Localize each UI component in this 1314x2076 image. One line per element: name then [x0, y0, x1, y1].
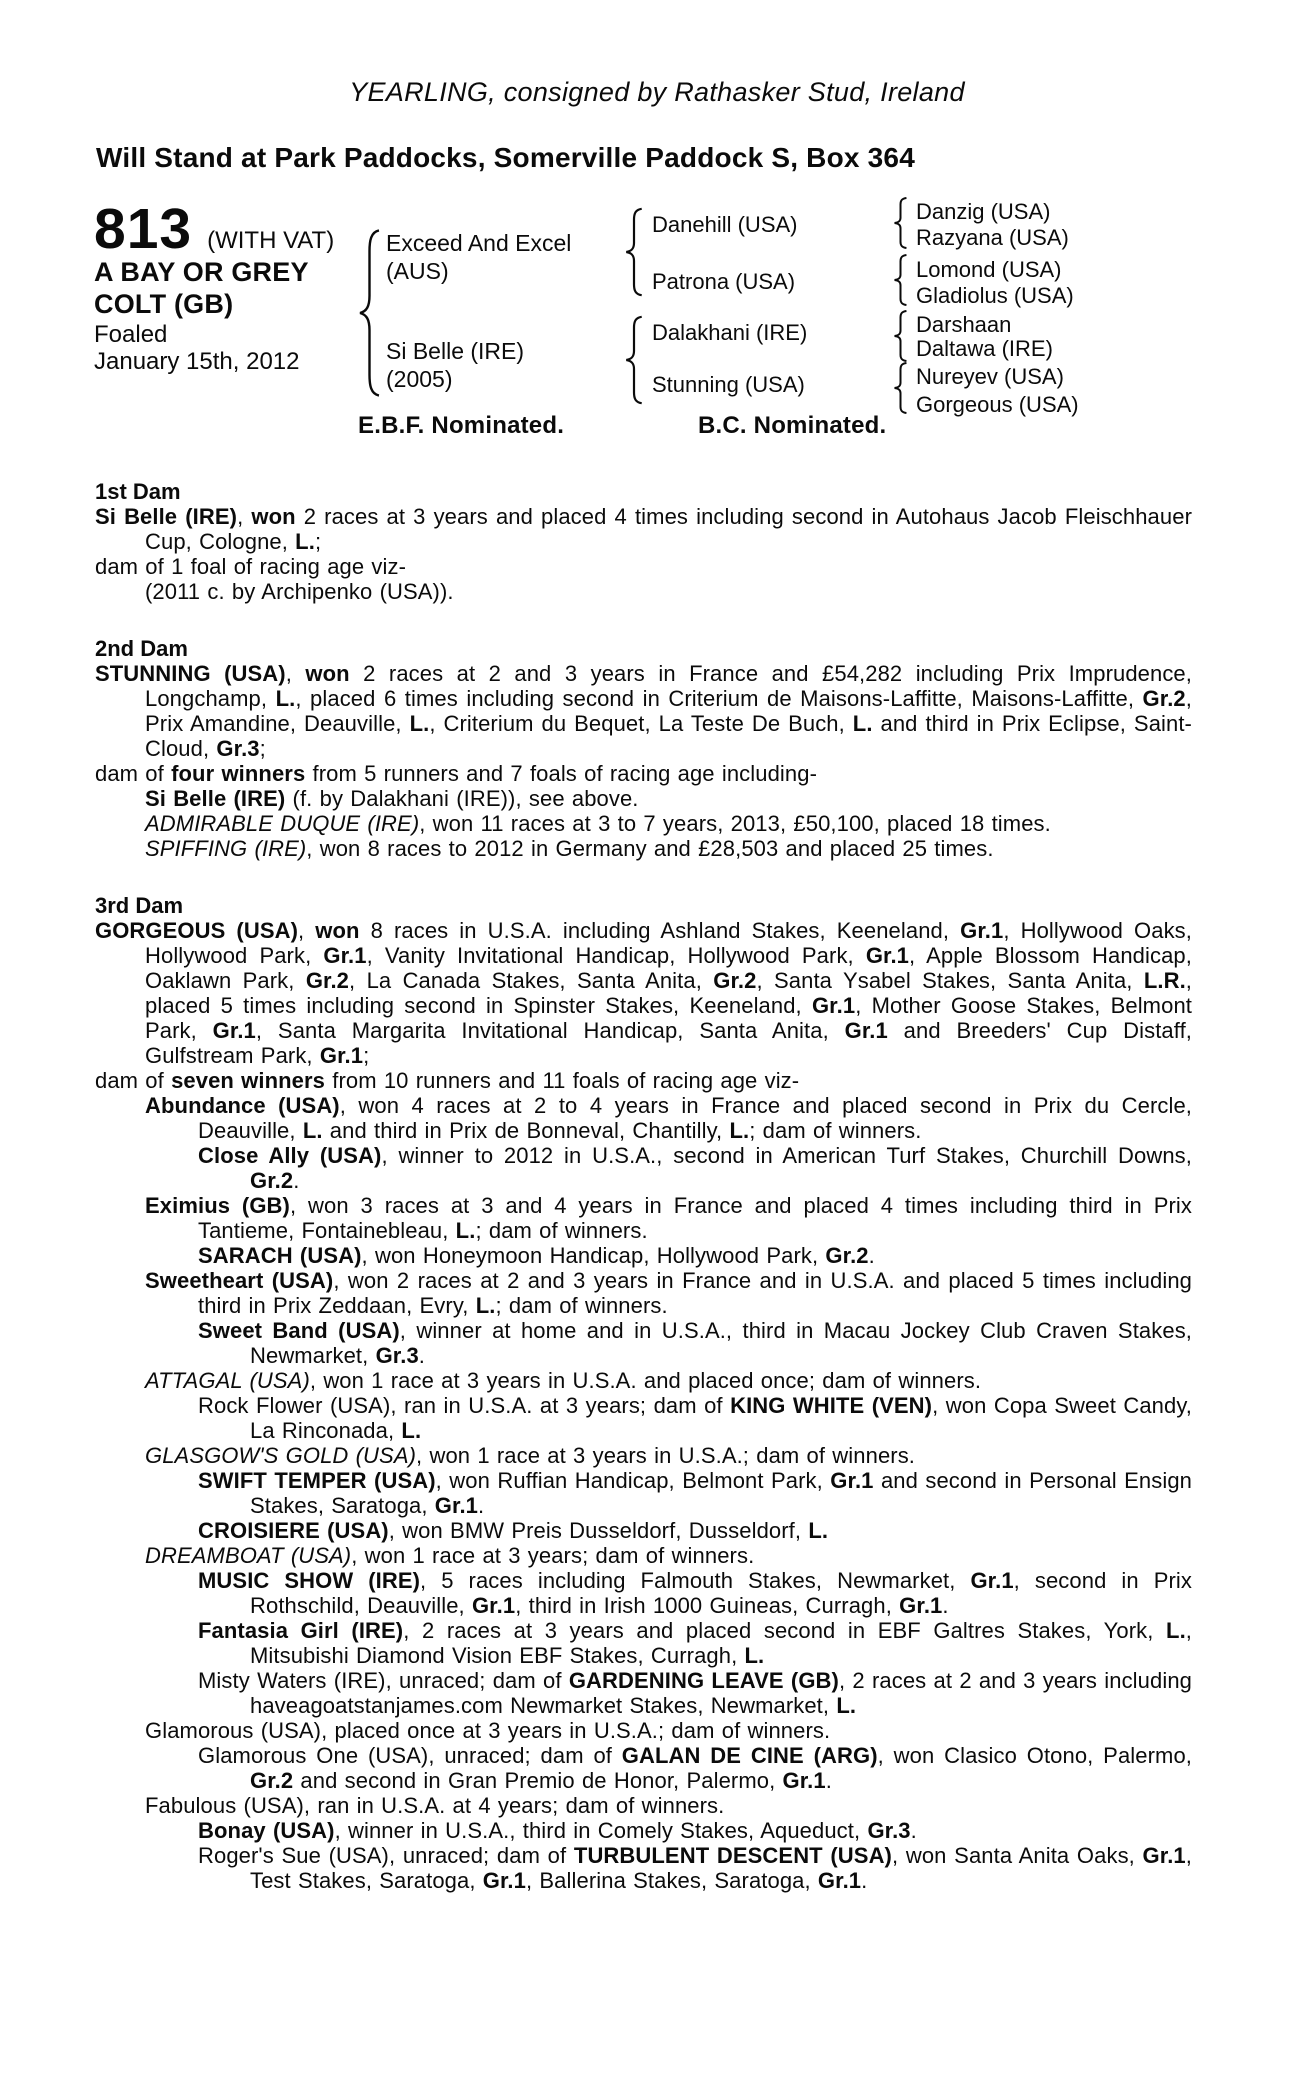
text-segment: . — [942, 1593, 949, 1618]
section-heading: 3rd Dam — [95, 893, 184, 918]
dam-name: Si Belle (IRE) — [386, 338, 525, 364]
text-segment: Gr.3 — [375, 1343, 419, 1368]
text-segment: Gr.2 — [305, 968, 350, 993]
dam-origin: (2005) — [386, 366, 453, 392]
text-segment: ; dam of winners. — [495, 1293, 668, 1318]
grandsire-paternal: Danehill (USA) — [652, 212, 798, 237]
pedigree-paragraph — [95, 504, 1192, 554]
foaled-label: Foaled — [94, 321, 168, 348]
text-segment: L. — [808, 1518, 829, 1543]
great-grandparent-name: Danzig (USA) — [916, 199, 1051, 224]
text-segment: Gr.1 — [323, 943, 367, 968]
text-segment: Fantasia Girl (IRE) — [198, 1618, 404, 1643]
great-grandparent-name: Darshaan — [916, 312, 1012, 337]
text-segment: Gr.1 — [830, 1468, 874, 1493]
dam-sections — [95, 479, 1192, 1893]
text-segment: . — [418, 1343, 426, 1368]
text-segment: , won 1 race at 3 years; dam of winners. — [351, 1543, 755, 1568]
text-segment: Gr.1 — [970, 1568, 1014, 1593]
text-segment: Fabulous (USA), ran in U.S.A. at 4 years; dam of winners. — [145, 1793, 725, 1818]
text-segment: , 2 races at 3 years and placed second in EBF Galtres Stakes, York, — [403, 1618, 1167, 1643]
pedigree-paragraph — [95, 786, 1192, 811]
text-segment: ; — [314, 529, 322, 554]
ebf-nomination: E.B.F. Nominated. — [358, 412, 565, 439]
consignment-title: YEARLING, consigned by Rathasker Stud, Ireland — [349, 77, 965, 107]
text-segment: L. — [401, 1418, 422, 1443]
text-segment: seven winners — [171, 1068, 326, 1093]
dam-section — [95, 893, 1192, 1893]
text-segment: DREAMBOAT (USA) — [145, 1543, 352, 1568]
text-segment: GARDENING LEAVE (GB) — [568, 1668, 839, 1693]
text-segment: from 10 runners and 11 foals of racing age viz- — [325, 1068, 800, 1093]
text-segment: L. — [455, 1218, 476, 1243]
pedigree-paragraph — [95, 1518, 1192, 1543]
text-segment: , won 3 races at 3 and 4 years in France and placed 4 times including third in Prix Tantieme, Fontainebleau, — [198, 1193, 1192, 1243]
text-segment: and second in Gran Premio de Honor, Palermo, — [293, 1768, 783, 1793]
pedigree-paragraph — [95, 761, 1192, 786]
text-segment: Gr.1 — [212, 1018, 256, 1043]
text-segment: 2 races at 3 years and placed 4 times including second in Autohaus Jacob Fleischhauer Cup, Cologne, — [145, 504, 1192, 554]
text-segment: GORGEOUS (USA) — [95, 918, 299, 943]
sire-block — [386, 229, 571, 285]
text-segment: L. — [852, 711, 873, 736]
text-segment: Gr.1 — [1142, 1843, 1186, 1868]
text-segment: won — [305, 661, 350, 686]
text-segment: ATTAGAL (USA) — [145, 1368, 310, 1393]
text-segment: TURBULENT DESCENT (USA) — [573, 1843, 892, 1868]
pedigree-brace-icon — [623, 315, 645, 405]
text-segment: L. — [729, 1118, 750, 1143]
pedigree-paragraph — [95, 554, 1192, 579]
pedigree-paragraph — [95, 1843, 1192, 1893]
text-segment: , won 1 race at 3 years in U.S.A.; dam of winners. — [416, 1443, 916, 1468]
text-segment: KING WHITE (VEN) — [730, 1393, 933, 1418]
pedigree-brace-icon — [623, 207, 645, 297]
pedigree-paragraph — [95, 1568, 1192, 1618]
text-segment: , won 2 races at 2 and 3 years in France and in U.S.A. and placed 5 times including third in Prix Zeddaan, Evry, — [198, 1268, 1192, 1318]
text-segment: , — [298, 918, 316, 943]
dam-section — [95, 479, 1192, 604]
text-segment: dam of — [95, 761, 172, 786]
text-segment: Eximius (GB) — [145, 1193, 290, 1218]
text-segment: ; dam of winners. — [475, 1218, 648, 1243]
great-grandparent-name: Daltawa (IRE) — [916, 336, 1053, 361]
pedigree-paragraph — [95, 1268, 1192, 1318]
pedigree-paragraph — [95, 1093, 1192, 1143]
text-segment: , won 1 race at 3 years in U.S.A. and placed once; dam of winners. — [309, 1368, 982, 1393]
pedigree-paragraph — [95, 661, 1192, 761]
pedigree-brace-icon — [356, 227, 383, 399]
text-segment: , — [237, 504, 252, 529]
text-segment: , Test Stakes, Saratoga, — [250, 1843, 1192, 1893]
text-segment: , third in Irish 1000 Guineas, Curragh, — [515, 1593, 900, 1618]
great-grandparent-name: Nureyev (USA) — [916, 364, 1064, 389]
text-segment: , — [285, 661, 306, 686]
great-grandparent-name: Razyana (USA) — [916, 225, 1069, 250]
text-segment: won — [315, 918, 360, 943]
text-segment: . — [868, 1243, 875, 1268]
text-segment: Roger's Sue (USA), unraced; dam of — [198, 1843, 574, 1868]
text-segment: (f. by Dalakhani (IRE)), see above. — [285, 786, 639, 811]
text-segment: Si Belle (IRE) — [145, 786, 286, 811]
text-segment: , won 11 races at 3 to 7 years, 2013, £50,100, placed 18 times. — [419, 811, 1051, 836]
text-segment: Bonay (USA) — [198, 1818, 335, 1843]
text-segment: Abundance (USA) — [145, 1093, 340, 1118]
pedigree-paragraph — [95, 1068, 1192, 1093]
text-segment: , winner to 2012 in U.S.A., second in American Turf Stakes, Churchill Downs, — [381, 1143, 1192, 1168]
text-segment: STUNNING (USA) — [95, 661, 286, 686]
text-segment: CROISIERE (USA) — [198, 1518, 389, 1543]
text-segment: and second in Personal Ensign Stakes, Saratoga, — [250, 1468, 1192, 1518]
text-segment: , placed 6 times including second in Criterium de Maisons-Laffitte, Maisons-Laffitte, — [295, 686, 1143, 711]
text-segment: Gr.1 — [319, 1043, 364, 1068]
text-segment: , 5 races including Falmouth Stakes, Newmarket, — [420, 1568, 971, 1593]
granddam-paternal: Patrona (USA) — [652, 269, 796, 294]
text-segment: , won Honeymoon Handicap, Hollywood Park, — [361, 1243, 826, 1268]
text-segment: from 5 runners and 7 foals of racing age including- — [305, 761, 818, 786]
text-segment: 2 races at 2 and 3 years in France and £54,282 including Prix Imprudence, Longchamp, — [145, 661, 1192, 711]
pedigree-paragraph — [95, 1368, 1192, 1393]
pedigree-paragraph — [95, 1243, 1192, 1268]
text-segment: . — [910, 1818, 917, 1843]
text-segment: GALAN DE CINE (ARG) — [621, 1743, 878, 1768]
text-segment: , Mother Goose Stakes, Belmont Park, — [145, 993, 1192, 1043]
text-segment: ; — [363, 1043, 370, 1068]
pedigree-paragraph — [95, 1618, 1192, 1668]
text-segment: , Criterium du Bequet, La Teste De Buch, — [429, 711, 853, 736]
text-segment: and third in Prix de Bonneval, Chantilly, — [322, 1118, 730, 1143]
text-segment: ; — [259, 736, 266, 761]
text-segment: 8 races in U.S.A. including Ashland Stakes, Keeneland, — [359, 918, 961, 943]
text-segment: L. — [295, 529, 315, 554]
text-segment: , La Canada Stakes, Santa Anita, — [349, 968, 714, 993]
text-segment: (2011 c. by Archipenko (USA)). — [145, 579, 454, 604]
pedigree-paragraph — [95, 1818, 1192, 1843]
text-segment: L. — [409, 711, 430, 736]
granddam-maternal: Stunning (USA) — [652, 372, 805, 397]
text-segment: Gr.1 — [865, 943, 910, 968]
text-segment: , Prix Amandine, Deauville, — [145, 686, 1192, 736]
pedigree-paragraph — [95, 811, 1192, 836]
section-heading: 1st Dam — [95, 479, 181, 504]
text-segment: SPIFFING (IRE) — [145, 836, 307, 861]
text-segment: Gr.1 — [817, 1868, 862, 1893]
text-segment: Gr.2 — [1142, 686, 1186, 711]
section-heading: 2nd Dam — [95, 636, 188, 661]
pedigree-paragraph — [95, 1793, 1192, 1818]
pedigree-chart — [0, 197, 1314, 452]
text-segment: . — [861, 1868, 868, 1893]
pedigree-paragraph — [95, 1668, 1192, 1718]
text-segment: dam of 1 foal of racing age viz- — [95, 554, 407, 579]
text-segment: L. — [275, 686, 296, 711]
text-segment: GLASGOW'S GOLD (USA) — [145, 1443, 417, 1468]
pedigree-paragraph — [95, 1718, 1192, 1743]
text-segment: ADMIRABLE DUQUE (IRE) — [145, 811, 420, 836]
text-segment: Gr.2 — [250, 1168, 294, 1193]
pedigree-brace-icon — [892, 254, 909, 306]
text-segment: SARACH (USA) — [198, 1243, 362, 1268]
text-segment: L. — [302, 1118, 323, 1143]
colt-description-line1: A BAY OR GREY — [94, 257, 309, 287]
text-segment: , winner at home and in U.S.A., third in Macau Jockey Club Craven Stakes, Newmarket, — [250, 1318, 1193, 1368]
text-segment: , Apple Blossom Handicap, Oaklawn Park, — [145, 943, 1192, 993]
text-segment: , second in Prix Rothschild, Deauville, — [250, 1568, 1192, 1618]
catalog-page — [0, 76, 1314, 2076]
pedigree-paragraph — [95, 1443, 1192, 1468]
pedigree-paragraph — [95, 1468, 1192, 1518]
text-segment: , placed 5 times including second in Spinster Stakes, Keeneland, — [145, 968, 1193, 1018]
text-segment: , Hollywood Oaks, Hollywood Park, — [145, 918, 1192, 968]
pedigree-paragraph — [95, 836, 1192, 861]
text-segment: , won 4 races at 2 to 4 years in France and placed second in Prix du Cercle, Deauville, — [198, 1093, 1193, 1143]
text-segment: Gr.1 — [811, 993, 856, 1018]
text-segment: , won Copa Sweet Candy, La Rinconada, — [250, 1393, 1193, 1443]
text-segment: Gr.1 — [844, 1018, 888, 1043]
text-segment: Gr.2 — [250, 1768, 294, 1793]
text-segment: Gr.1 — [482, 1868, 526, 1893]
great-grandparent-name: Gorgeous (USA) — [916, 392, 1079, 417]
grandsire-maternal: Dalakhani (IRE) — [652, 320, 808, 345]
great-grandparent-name: Lomond (USA) — [916, 257, 1062, 282]
pedigree-paragraph — [95, 579, 1192, 604]
text-segment: Gr.2 — [825, 1243, 869, 1268]
text-segment: Gr.1 — [960, 918, 1004, 943]
text-segment: Rock Flower (USA), ran in U.S.A. at 3 years; dam of — [198, 1393, 731, 1418]
text-segment: SWIFT TEMPER (USA) — [198, 1468, 436, 1493]
text-segment: Gr.2 — [713, 968, 757, 993]
pedigree-brace-icon — [892, 197, 909, 249]
sire-origin: (AUS) — [386, 258, 449, 284]
dam-block — [386, 337, 524, 393]
text-segment: , winner in U.S.A., third in Comely Stakes, Aqueduct, — [334, 1818, 868, 1843]
text-segment: , won Clasico Otono, Palermo, — [877, 1743, 1193, 1768]
foaled-block — [94, 321, 300, 375]
text-segment: Gr.1 — [782, 1768, 826, 1793]
text-segment: ; dam of winners. — [749, 1118, 922, 1143]
lot-block — [94, 197, 335, 261]
pedigree-brace-icon — [892, 310, 909, 362]
vat-note: (WITH VAT) — [207, 227, 335, 254]
colt-description-line2: COLT (GB) — [94, 289, 234, 319]
text-segment: , Mitsubishi Diamond Vision EBF Stakes, Curragh, — [250, 1618, 1193, 1668]
text-segment: Si Belle (IRE) — [95, 504, 238, 529]
text-segment: Gr.3 — [867, 1818, 911, 1843]
text-segment: , won 8 races to 2012 in Germany and £28,503 and placed 25 times. — [306, 836, 994, 861]
pedigree-paragraph — [95, 1318, 1192, 1368]
text-segment: , won Ruffian Handicap, Belmont Park, — [435, 1468, 831, 1493]
text-segment: Gr.1 — [899, 1593, 943, 1618]
lot-number: 813 — [94, 197, 193, 261]
stand-location: Will Stand at Park Paddocks, Somerville Paddock S, Box 364 — [96, 142, 915, 173]
text-segment: Misty Waters (IRE), unraced; dam of — [198, 1668, 569, 1693]
text-segment: Glamorous (USA), placed once at 3 years in U.S.A.; dam of winners. — [145, 1718, 831, 1743]
pedigree-paragraph — [95, 1143, 1192, 1193]
great-grandparent-name: Gladiolus (USA) — [916, 283, 1074, 308]
text-segment: L. — [836, 1693, 857, 1718]
text-segment: , Santa Margarita Invitational Handicap, Santa Anita, — [255, 1018, 845, 1043]
text-segment: Gr.1 — [434, 1493, 479, 1518]
text-segment: . — [478, 1493, 485, 1518]
bc-nomination: B.C. Nominated. — [698, 412, 887, 439]
text-segment: Sweet Band (USA) — [198, 1318, 400, 1343]
sire-name: Exceed And Excel — [386, 230, 572, 256]
pedigree-paragraph — [95, 1543, 1192, 1568]
text-segment: L. — [744, 1643, 765, 1668]
pedigree-paragraph — [95, 1193, 1192, 1243]
text-segment: Sweetheart (USA) — [145, 1268, 334, 1293]
text-segment: Close Ally (USA) — [198, 1143, 382, 1168]
text-segment: . — [293, 1168, 300, 1193]
text-segment: , won Santa Anita Oaks, — [891, 1843, 1143, 1868]
text-segment: , Ballerina Stakes, Saratoga, — [525, 1868, 818, 1893]
foaled-date: January 15th, 2012 — [94, 348, 300, 375]
pedigree-paragraph — [95, 1743, 1192, 1793]
text-segment: , won BMW Preis Dusseldorf, Dusseldorf, — [388, 1518, 809, 1543]
text-segment: Gr.1 — [471, 1593, 516, 1618]
text-segment: and third in Prix Eclipse, Saint-Cloud, — [145, 711, 1192, 761]
text-segment: four winners — [171, 761, 306, 786]
pedigree-paragraph — [95, 1393, 1192, 1443]
text-segment: MUSIC SHOW (IRE) — [198, 1568, 421, 1593]
text-segment: , Santa Ysabel Stakes, Santa Anita, — [756, 968, 1144, 993]
text-segment: Gr.3 — [216, 736, 260, 761]
text-segment: won — [251, 504, 296, 529]
text-segment: dam of — [95, 1068, 172, 1093]
text-segment: L. — [475, 1293, 496, 1318]
dam-section — [95, 636, 1192, 861]
text-segment: . — [825, 1768, 832, 1793]
text-segment: L.R. — [1143, 968, 1186, 993]
colt-description — [94, 256, 309, 320]
text-segment: and Breeders' Cup Distaff, Gulfstream Park, — [145, 1018, 1192, 1068]
pedigree-paragraph — [95, 918, 1192, 1068]
pedigree-brace-icon — [892, 362, 909, 414]
text-segment: Glamorous One (USA), unraced; dam of — [198, 1743, 622, 1768]
text-segment: , Vanity Invitational Handicap, Hollywood Park, — [366, 943, 866, 968]
text-segment: , 2 races at 2 and 3 years including haveagoatstanjames.com Newmarket Stakes, Newmarket, — [250, 1668, 1192, 1718]
text-segment: L. — [1166, 1618, 1186, 1643]
